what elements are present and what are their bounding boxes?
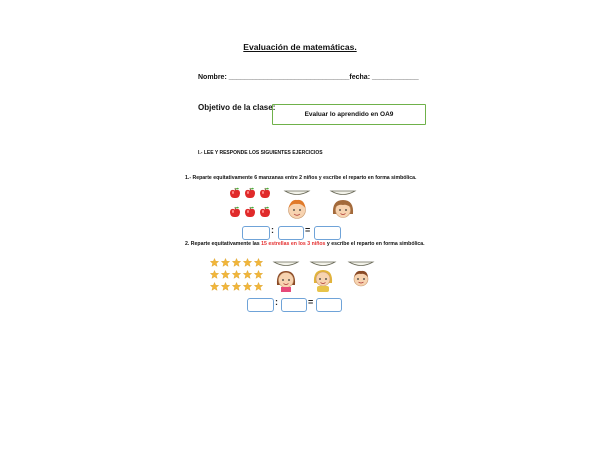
apple-icon [259,186,271,199]
answer-box-dividend[interactable] [247,298,274,312]
equals-sign: = [305,225,311,235]
boy-with-bowl-icon [283,188,311,222]
apple-group [229,186,271,218]
star-icon [243,270,252,279]
apple-icon [259,205,271,218]
answer-box-divisor[interactable] [278,226,304,240]
girl-with-bowl-icon [329,188,357,222]
apple-icon [229,186,241,199]
objective-box [272,104,426,125]
answer-box-divisor[interactable] [281,298,307,312]
star-icon [210,258,219,267]
star-icon [210,282,219,291]
exercise-2-instruction: 2. Reparte equitativamente las 15 estrellas en los 3 niños y escribe el reparto en forma simbólica. [185,241,425,247]
star-icon [210,270,219,279]
star-icon [243,282,252,291]
equals-sign: = [308,297,314,307]
star-icon [232,282,241,291]
objective-label: Objetivo de la clase: [198,103,276,112]
girl-with-bowl-icon [272,259,300,293]
star-icon [221,270,230,279]
star-icon [254,258,263,267]
division-sign: : [271,225,274,235]
star-icon [232,270,241,279]
division-sign: : [275,297,278,307]
star-icon [243,258,252,267]
star-icon [232,258,241,267]
boy-with-bowl-icon [347,259,375,293]
answer-box-quotient[interactable] [316,298,342,312]
name-date-line: Nombre: _______________________________fecha: ____________ [198,74,419,81]
star-icon [254,270,263,279]
apple-icon [244,186,256,199]
star-group [210,258,263,291]
apple-icon [229,205,241,218]
answer-box-dividend[interactable] [242,226,270,240]
apple-icon [244,205,256,218]
page-title: Evaluación de matemáticas. [243,42,357,52]
answer-box-quotient[interactable] [314,226,341,240]
star-icon [254,282,263,291]
star-icon [221,258,230,267]
exercise-1-instruction: 1.- Reparte equitativamente 6 manzanas entre 2 niños y escribe el reparto en forma simbólica. [185,175,417,181]
star-icon [221,282,230,291]
section-heading: I.- LEE Y RESPONDE LOS SIGUIENTES EJERCICIOS [198,150,323,156]
girl-with-bowl-icon [309,259,337,293]
objective-text: Evaluar lo aprendido en OA9 [304,111,394,118]
